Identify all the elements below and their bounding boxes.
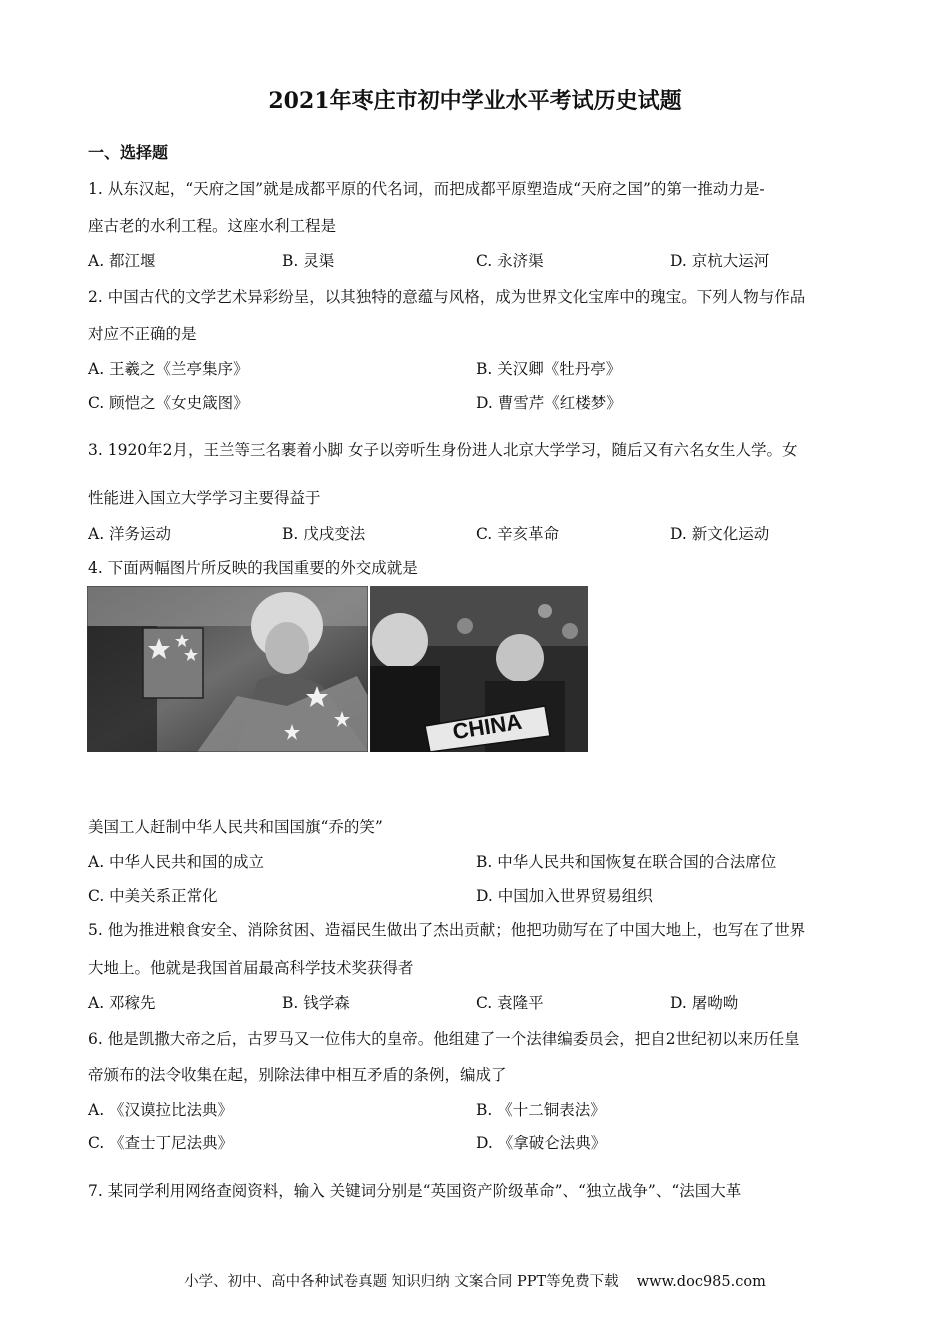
footer-text: 小学、初中、高中各种试卷真题 知识归纳 文案合同 PPT等免费下载 xyxy=(184,1274,619,1290)
question-2-line-1: 2. 中国古代的文学艺术异彩纷呈，以其独特的意蕴与风格，成为世界文化宝库中的瑰宝。下列人物与作品 xyxy=(88,288,806,306)
un-delegation-photo xyxy=(370,586,588,752)
question-4-option-a: A. 中华人民共和国的成立 xyxy=(88,853,265,871)
question-3-option-b: B. 戊戌变法 xyxy=(282,525,366,543)
question-6-option-b: B. 《十二铜表法》 xyxy=(476,1101,606,1119)
question-4-line-1: 4. 下面两幅图片所反映的我国重要的外交成就是 xyxy=(88,559,418,577)
question-7-line-1: 7. 某同学利用网络查阅资料，输入 关键词分别是“英国资产阶级革命”、“独立战争”、“法国大革 xyxy=(88,1182,742,1200)
question-3-line-1: 3. 1920年2月，王兰等三名裹着小脚 女子以旁听生身份进人北京大学学习，随后又有六名女生人学。女 xyxy=(88,441,798,459)
question-1-option-d: D. 京杭大运河 xyxy=(670,252,770,270)
question-6-line-2: 帝颁布的法令收集在起，别除法律中相互矛盾的条例，编成了 xyxy=(88,1066,507,1084)
question-5-option-d: D. 屠呦呦 xyxy=(670,994,739,1012)
section-heading: 一、选择题 xyxy=(88,143,169,162)
question-2-line-2: 对应不正确的是 xyxy=(88,325,197,343)
question-5-line-2: 大地上。他就是我国首届最高科学技术奖获得者 xyxy=(88,959,414,977)
question-4-option-d: D. 中国加入世界贸易组织 xyxy=(476,887,653,905)
question-1-line-2: 座古老的水利工程。这座水利工程是 xyxy=(88,217,337,235)
question-4-option-c: C. 中美关系正常化 xyxy=(88,887,218,905)
question-4-option-b: B. 中华人民共和国恢复在联合国的合法席位 xyxy=(476,853,777,871)
page-footer xyxy=(0,1270,950,1291)
question-2-option-c: C. 顾恺之《女史箴图》 xyxy=(88,394,249,412)
question-6-option-c: C. 《查士丁尼法典》 xyxy=(88,1134,234,1152)
question-3-option-c: C. 辛亥革命 xyxy=(476,525,560,543)
question-4-photos xyxy=(87,586,588,752)
question-2-option-a: A. 王羲之《兰亭集序》 xyxy=(88,360,249,378)
question-3-line-2: 性能进入国立大学学习主要得益于 xyxy=(88,489,321,507)
page-title: 2021年枣庄市初中学业水平考试历史试题 xyxy=(268,88,682,114)
question-1-option-b: B. 灵渠 xyxy=(282,252,335,270)
question-3-option-d: D. 新文化运动 xyxy=(670,525,770,543)
china-sign-text: CHINA xyxy=(450,708,524,745)
question-6-option-a: A. 《汉谟拉比法典》 xyxy=(88,1101,234,1119)
question-5-option-a: A. 邓稼先 xyxy=(88,994,156,1012)
question-3-option-a: A. 洋务运动 xyxy=(88,525,172,543)
question-5-line-1: 5. 他为推进粮食安全、消除贫困、造福民生做出了杰出贡献；他把功勋写在了中国大地上，也写在了世界 xyxy=(88,921,806,939)
flag-sewing-photo xyxy=(87,586,368,752)
question-5-option-c: C. 袁隆平 xyxy=(476,994,544,1012)
question-1-line-1: 1. 从东汉起，“天府之国”就是成都平原的代名词，而把成都平原塑造成“天府之国”的第一推动力是- xyxy=(88,180,765,198)
question-4-caption: 美国工人赶制中华人民共和国国旗“乔的笑” xyxy=(88,818,383,836)
question-2-option-b: B. 关汉卿《牡丹亭》 xyxy=(476,360,622,378)
question-5-option-b: B. 钱学森 xyxy=(282,994,350,1012)
question-2-option-d: D. 曹雪芹《红楼梦》 xyxy=(476,394,622,412)
question-6-option-d: D. 《拿破仑法典》 xyxy=(476,1134,607,1152)
question-1-option-c: C. 永济渠 xyxy=(476,252,544,270)
footer-url[interactable]: www.doc985.com xyxy=(636,1274,766,1290)
question-1-option-a: A. 都江堰 xyxy=(88,252,156,270)
question-6-line-1: 6. 他是凯撒大帝之后，古罗马又一位伟大的皇帝。他组建了一个法律编委员会，把自2世纪初以来历任皇 xyxy=(88,1030,800,1048)
